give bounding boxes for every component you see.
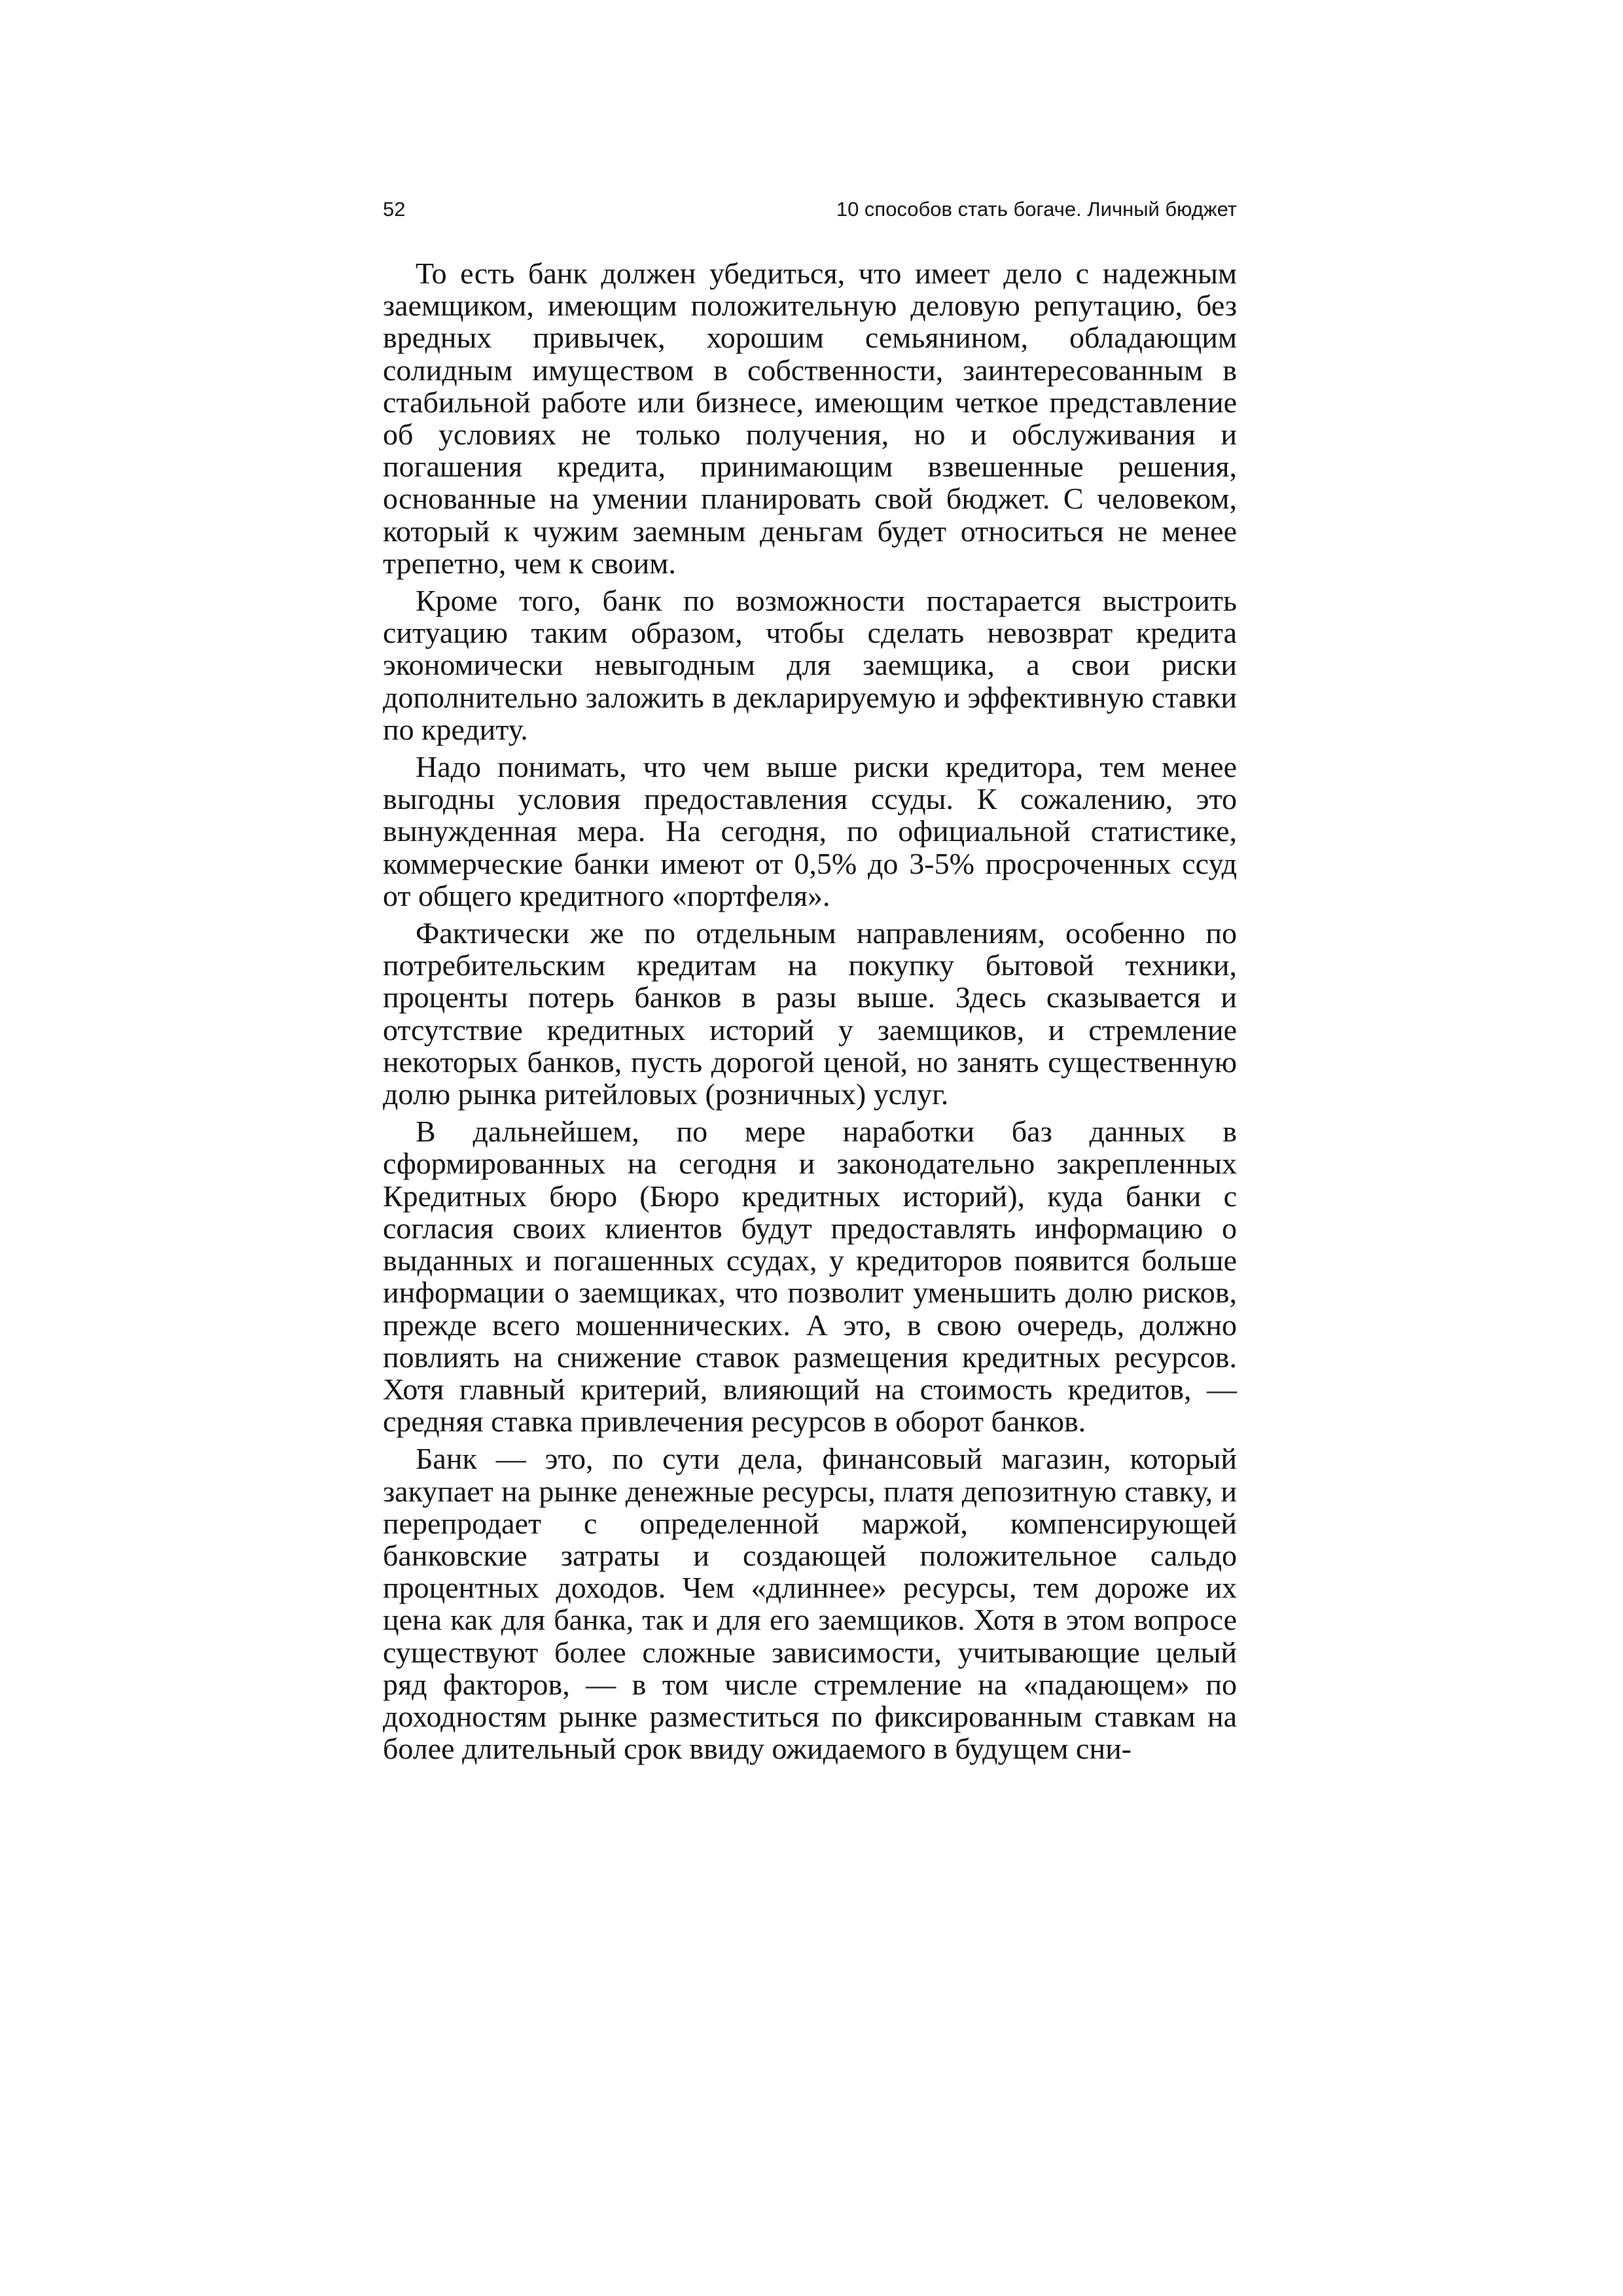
paragraph: Кроме того, банк по возможности постарается выстроить ситуацию таким образом, чтобы сделать невозврат кредита экономически невыгодным для заемщика, а свои риски дополнительно заложить в декларируемую и эффективную ставки по кредиту. bbox=[383, 584, 1237, 746]
paragraph: Банк — это, по сути дела, финансовый магазин, который закупает на рынке денежные ресурсы, платя депозитную ставку, и перепродает с определенной маржой, компенсирующей банковские затраты и создающей положительное сальдо процентных доходов. Чем «длиннее» ресурсы, тем дороже их цена как для банка, так и для его заемщиков. Хотя в этом вопросе существуют более сложные зависимости, учитывающие целый ряд факторов, — в том числе стремление на «падающем» по доходностям рынке разместиться по фиксированным ставкам на более длительный срок ввиду ожидаемого в будущем сни- bbox=[383, 1442, 1237, 1766]
running-header bbox=[383, 195, 1237, 224]
paragraph: То есть банк должен убедиться, что имеет дело с надежным заемщиком, имеющим положительную деловую репутацию, без вредных привычек, хорошим семьянином, обладающим солидным имуществом в собственности, заинтересованным в стабильной работе или бизнесе, имеющим четкое представление об условиях не только получения, но и обслуживания и погашения кредита, принимающим взвешенные решения, основанные на умении планировать свой бюджет. С человеком, который к чужим заемным деньгам будет относиться не менее трепетно, чем к своим. bbox=[383, 257, 1237, 580]
paragraph: Надо понимать, что чем выше риски кредитора, тем менее выгодны условия предоставления ссуды. К сожалению, это вынужденная мера. На сегодня, по официальной статистике, коммерческие банки имеют от 0,5% до 3-5% просроченных ссуд от общего кредитного «портфеля». bbox=[383, 750, 1237, 912]
paragraph: Фактически же по отдельным направлениям, особенно по потребительским кредитам на покупку бытовой техники, проценты потерь банков в разы выше. Здесь сказывается и отсутствие кредитных историй у заемщиков, и стремление некоторых банков, пусть дорогой ценой, но занять существенную долю рынка ритейловых (розничных) услуг. bbox=[383, 916, 1237, 1111]
body-text bbox=[383, 257, 1237, 1765]
page-number: 52 bbox=[383, 198, 406, 221]
paragraph: В дальнейшем, по мере наработки баз данных в сформированных на сегодня и законодательно закрепленных Кредитных бюро (Бюро кредитных историй), куда банки с согласия своих клиентов будут предоставлять информацию о выданных и погашенных ссудах, у кредиторов появится больше информации о заемщиках, что позволит уменьшить долю рисков, прежде всего мошеннических. А это, в свою очередь, должно повлиять на снижение ставок размещения кредитных ресурсов. Хотя главный критерий, влияющий на стоимость кредитов, — средняя ставка привлечения ресурсов в оборот банков. bbox=[383, 1115, 1237, 1439]
book-title: 10 способов стать богаче. Личный бюджет bbox=[836, 198, 1237, 221]
